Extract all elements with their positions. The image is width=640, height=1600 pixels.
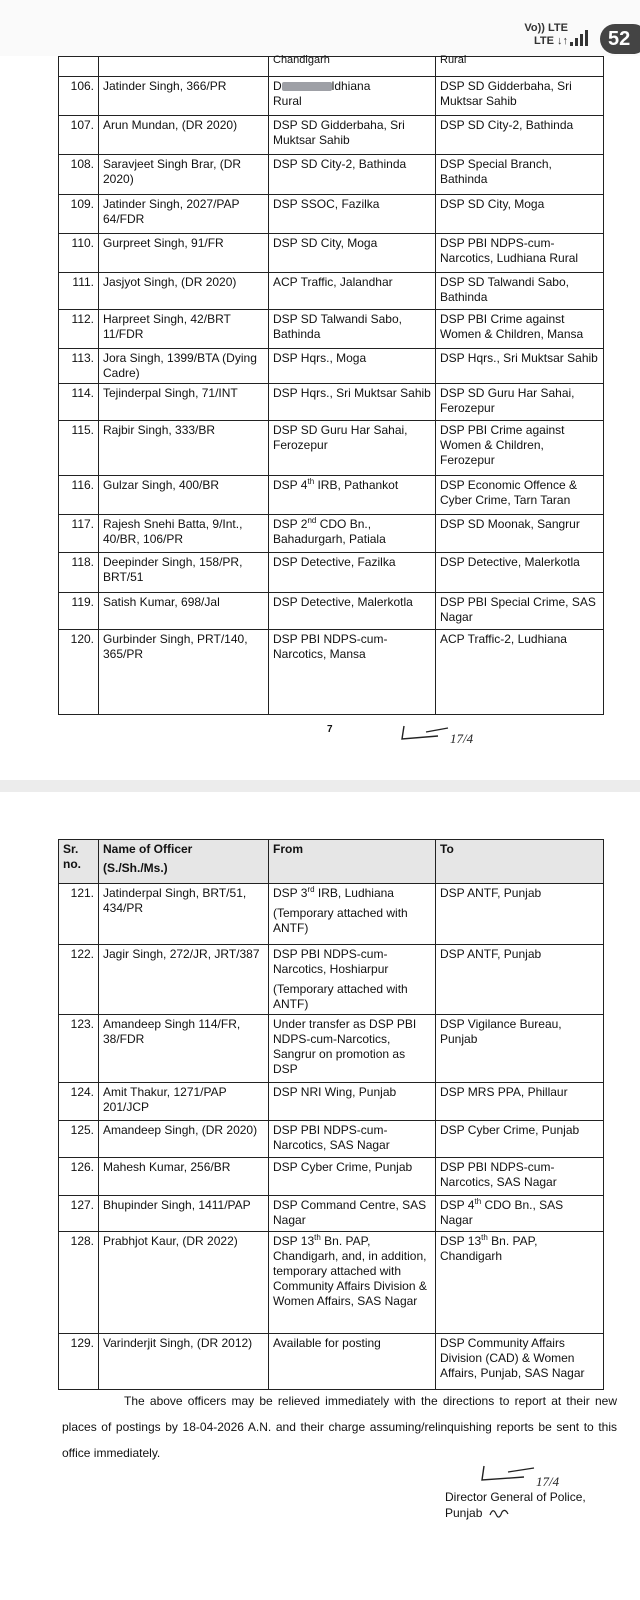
table-row [59, 116, 604, 155]
from-posting: DSP 3rd IRB, Ludhiana (Temporary attached with ANTF) [269, 884, 436, 945]
sr-no: 109. [59, 195, 99, 234]
officer-name: Amandeep Singh 114/FR, 38/FDR [99, 1015, 269, 1083]
to-posting: DSP ANTF, Punjab [436, 945, 604, 1015]
cut-cell-text: Chandigarh [273, 54, 330, 66]
to-posting: DSP Cyber Crime, Punjab [436, 1121, 604, 1158]
officer-name: Tejinderpal Singh, 71/INT [99, 384, 269, 421]
sr-no: 114. [59, 384, 99, 421]
from-posting: DSP PBI NDPS-cum-Narcotics, SAS Nagar [269, 1121, 436, 1158]
from-posting: DSP Hqrs., Sri Muktsar Sahib [269, 384, 436, 421]
posting-table-page-8 [58, 839, 604, 1390]
table-row [59, 1158, 604, 1196]
to-posting: DSP Economic Offence & Cyber Crime, Tarn Taran [436, 476, 604, 515]
officer-name: Jatinder Singh, 2027/PAP 64/FDR [99, 195, 269, 234]
from-posting: DSP Detective, Malerkotla [269, 593, 436, 630]
officer-name: Jora Singh, 1399/BTA (Dying Cadre) [99, 349, 269, 384]
sr-no: 128. [59, 1232, 99, 1334]
to-posting: DSP PBI Special Crime, SAS Nagar [436, 593, 604, 630]
to-posting: DSP PBI Crime against Women & Children, Mansa [436, 310, 604, 349]
table-row [59, 349, 604, 384]
table-row [59, 1083, 604, 1121]
table-row [59, 593, 604, 630]
officer-name: Mahesh Kumar, 256/BR [99, 1158, 269, 1196]
document-page-8 [0, 792, 640, 1600]
table-row [59, 310, 604, 349]
initials-signature [398, 722, 508, 750]
posting-table-page-7 [58, 56, 604, 715]
to-posting: DSP Community Affairs Division (CAD) & Women Affairs, Punjab, SAS Nagar [436, 1334, 604, 1390]
table-row [59, 884, 604, 945]
dgp-signature [478, 1462, 578, 1492]
officer-name: Varinderjit Singh, (DR 2012) [99, 1334, 269, 1390]
to-posting: DSP SD City-2, Bathinda [436, 116, 604, 155]
redaction-mark [282, 82, 332, 91]
officer-name: Amandeep Singh, (DR 2020) [99, 1121, 269, 1158]
document-page-7 [0, 56, 640, 780]
from-posting: DSP Hqrs., Moga [269, 349, 436, 384]
sr-no: 125. [59, 1121, 99, 1158]
from-posting: DSP Command Centre, SAS Nagar [269, 1196, 436, 1232]
status-bar [0, 0, 640, 56]
sr-no: 127. [59, 1196, 99, 1232]
from-posting: Available for posting [269, 1334, 436, 1390]
table-row [59, 1015, 604, 1083]
from-posting: DSP SSOC, Fazilka [269, 195, 436, 234]
officer-name: Jatinder Singh, 366/PR [99, 77, 269, 116]
sr-no: 126. [59, 1158, 99, 1196]
from-posting: DSP NRI Wing, Punjab [269, 1083, 436, 1121]
sr-no: 115. [59, 421, 99, 476]
from-posting: DSP Cyber Crime, Punjab [269, 1158, 436, 1196]
officer-name: Arun Mundan, (DR 2020) [99, 116, 269, 155]
table-row [59, 1121, 604, 1158]
network-label-top: Vo)) LTE [524, 22, 568, 34]
to-posting: ACP Traffic-2, Ludhiana [436, 630, 604, 715]
signatory-place: Punjab [445, 1506, 483, 1520]
signature-date: 17/4 [450, 731, 474, 746]
to-posting: DSP SD City, Moga [436, 195, 604, 234]
table-row [59, 273, 604, 310]
signatory-block [445, 1489, 586, 1521]
to-posting: DSP SD Guru Har Sahai, Ferozepur [436, 384, 604, 421]
to-posting: DSP SD Talwandi Sabo, Bathinda [436, 273, 604, 310]
from-posting: DSP PBI NDPS-cum-Narcotics, Mansa [269, 630, 436, 715]
signal-icon [570, 30, 590, 46]
table-row [59, 945, 604, 1015]
sr-no: 112. [59, 310, 99, 349]
sr-no: 120. [59, 630, 99, 715]
closing-paragraph: The above officers may be relieved immediately with the directions to report at their new places of postings by 18-04-2026 A.N. and their charge assuming/relinquishing reports be sent to this office immediately. [62, 1394, 617, 1460]
table-row [59, 234, 604, 273]
table-row [59, 57, 604, 77]
table-row [59, 421, 604, 476]
officer-name: Saravjeet Singh Brar, (DR 2020) [99, 155, 269, 195]
officer-name: Bhupinder Singh, 1411/PAP [99, 1196, 269, 1232]
sr-no: 122. [59, 945, 99, 1015]
sr-no: 108. [59, 155, 99, 195]
officer-name: Deepinder Singh, 158/PR, BRT/51 [99, 553, 269, 593]
from-posting: DSP PBI NDPS-cum-Narcotics, Hoshiarpur (Temporary attached with ANTF) [269, 945, 436, 1015]
from-posting: DSP SD Guru Har Sahai, Ferozepur [269, 421, 436, 476]
officer-name: Rajesh Snehi Batta, 9/Int., 40/BR, 106/PR [99, 515, 269, 553]
sr-no: 113. [59, 349, 99, 384]
to-posting: DSP Special Branch, Bathinda [436, 155, 604, 195]
to-posting: DSP MRS PPA, Phillaur [436, 1083, 604, 1121]
network-indicator [524, 22, 568, 48]
to-posting: DSP PBI NDPS-cum-Narcotics, SAS Nagar [436, 1158, 604, 1196]
sr-no: 123. [59, 1015, 99, 1083]
officer-name: Amit Thakur, 1271/PAP 201/JCP [99, 1083, 269, 1121]
officer-name: Jagir Singh, 272/JR, JRT/387 [99, 945, 269, 1015]
sr-no: 119. [59, 593, 99, 630]
from-posting: DSP SD Gidderbaha, Sri Muktsar Sahib [269, 116, 436, 155]
from-posting: DSP 13th Bn. PAP, Chandigarh, and, in addition, temporary attached with Community Affairs Division & Women Affairs, SAS Nagar [269, 1232, 436, 1334]
officer-name: Harpreet Singh, 42/BRT 11/FDR [99, 310, 269, 349]
page-number: 7 [327, 724, 333, 735]
table-row [59, 77, 604, 116]
table-row [59, 195, 604, 234]
from-posting: Under transfer as DSP PBI NDPS-cum-Narcotics, Sangrur on promotion as DSP [269, 1015, 436, 1083]
battery-icon: 52 [600, 24, 640, 54]
officer-name: Rajbir Singh, 333/BR [99, 421, 269, 476]
officer-name: Satish Kumar, 698/Jal [99, 593, 269, 630]
table-row [59, 384, 604, 421]
officer-name: Gurbinder Singh, PRT/140, 365/PR [99, 630, 269, 715]
sr-no: 129. [59, 1334, 99, 1390]
sr-no: 110. [59, 234, 99, 273]
sr-no: 118. [59, 553, 99, 593]
to-posting: DSP 13th Bn. PAP, Chandigarh [436, 1232, 604, 1334]
table-row [59, 1232, 604, 1334]
from-posting: ACP Traffic, Jalandhar [269, 273, 436, 310]
officer-name: Jatinderpal Singh, BRT/51, 434/PR [99, 884, 269, 945]
from-posting: DSP SD City-2, Bathinda [269, 155, 436, 195]
col-header-to: To [436, 840, 604, 884]
col-header-name: Name of Officer (S./Sh./Ms.) [99, 840, 269, 884]
officer-name: Gurpreet Singh, 91/FR [99, 234, 269, 273]
from-posting: DSP SD City, Moga [269, 234, 436, 273]
table-row [59, 1334, 604, 1390]
to-posting: DSP Hqrs., Sri Muktsar Sahib [436, 349, 604, 384]
table-row [59, 476, 604, 515]
from-posting: DSP SD Talwandi Sabo, Bathinda [269, 310, 436, 349]
sr-no: 116. [59, 476, 99, 515]
sr-no: 124. [59, 1083, 99, 1121]
col-header-sr: Sr. no. [59, 840, 99, 884]
table-row [59, 155, 604, 195]
to-posting: DSP 4th CDO Bn., SAS Nagar [436, 1196, 604, 1232]
table-row [59, 1196, 604, 1232]
sr-no: 106. [59, 77, 99, 116]
from-posting: DSP 4th IRB, Pathankot [269, 476, 436, 515]
sr-no: 121. [59, 884, 99, 945]
table-row [59, 553, 604, 593]
to-posting: DSP PBI NDPS-cum-Narcotics, Ludhiana Rural [436, 234, 604, 273]
to-posting: DSP Detective, Malerkotla [436, 553, 604, 593]
signatory-title: Director General of Police, [445, 1490, 586, 1504]
sr-no: 111. [59, 273, 99, 310]
handwritten-initials [488, 1506, 510, 1518]
sr-no: 107. [59, 116, 99, 155]
table-row [59, 515, 604, 553]
from-posting: DSP 2nd CDO Bn., Bahadurgarh, Patiala [269, 515, 436, 553]
to-posting: DSP SD Moonak, Sangrur [436, 515, 604, 553]
to-posting: DSP Vigilance Bureau, Punjab [436, 1015, 604, 1083]
from-posting: DSP Detective, Fazilka [269, 553, 436, 593]
officer-name: Jasjyot Singh, (DR 2020) [99, 273, 269, 310]
cut-cell-text: Rural [440, 54, 467, 66]
to-posting: DSP PBI Crime against Women & Children, Ferozepur [436, 421, 604, 476]
to-posting: DSP SD Gidderbaha, Sri Muktsar Sahib [436, 77, 604, 116]
to-posting: DSP ANTF, Punjab [436, 884, 604, 945]
officer-name: Prabhjot Kaur, (DR 2022) [99, 1232, 269, 1334]
table-row [59, 630, 604, 715]
sr-no: 117. [59, 515, 99, 553]
signature-date: 17/4 [536, 1474, 560, 1489]
from-posting: D ldhiana Rural [269, 77, 436, 116]
network-label-bottom: LTE ↓↑ [533, 35, 568, 47]
table-header-row [59, 840, 604, 884]
officer-name: Gulzar Singh, 400/BR [99, 476, 269, 515]
col-header-from: From [269, 840, 436, 884]
